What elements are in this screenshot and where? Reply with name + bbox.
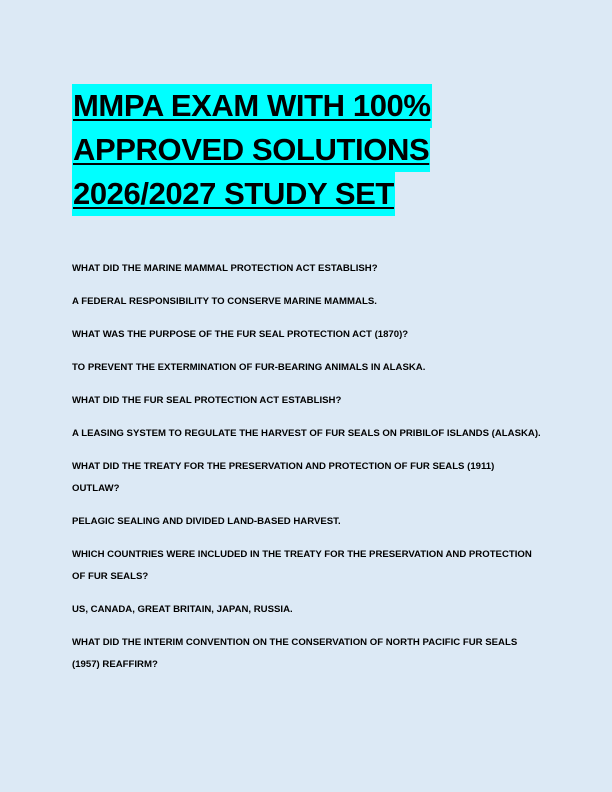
answer-2: TO PREVENT THE EXTERMINATION OF FUR-BEARING ANIMALS IN ALASKA. [72,362,426,373]
question-2: WHAT WAS THE PURPOSE OF THE FUR SEAL PROTECTION ACT (1870)? [72,329,409,340]
document-title [72,84,542,216]
question-6: WHAT DID THE INTERIM CONVENTION ON THE CONSERVATION OF NORTH PACIFIC FUR SEALS (1957) REAFFIRM? [72,637,518,670]
answer-5: US, CANADA, GREAT BRITAIN, JAPAN, RUSSIA. [72,604,293,615]
title-line-1: MMPA EXAM WITH 100% [72,84,432,128]
title-line-3: 2026/2027 STUDY SET [72,172,395,216]
title-line-2: APPROVED SOLUTIONS [72,128,430,172]
question-5: WHICH COUNTRIES WERE INCLUDED IN THE TREATY FOR THE PRESERVATION AND PROTECTION OF FUR SEALS? [72,549,532,582]
question-1: WHAT DID THE MARINE MAMMAL PROTECTION ACT ESTABLISH? [72,263,378,274]
question-3: WHAT DID THE FUR SEAL PROTECTION ACT ESTABLISH? [72,395,342,406]
answer-1: A FEDERAL RESPONSIBILITY TO CONSERVE MARINE MAMMALS. [72,296,377,307]
answer-3: A LEASING SYSTEM TO REGULATE THE HARVEST OF FUR SEALS ON PRIBILOF ISLANDS (ALASKA). [72,428,541,439]
question-answer-list [72,258,542,687]
answer-4: PELAGIC SEALING AND DIVIDED LAND-BASED HARVEST. [72,516,341,527]
question-4: WHAT DID THE TREATY FOR THE PRESERVATION AND PROTECTION OF FUR SEALS (1911) OUTLAW? [72,461,495,494]
